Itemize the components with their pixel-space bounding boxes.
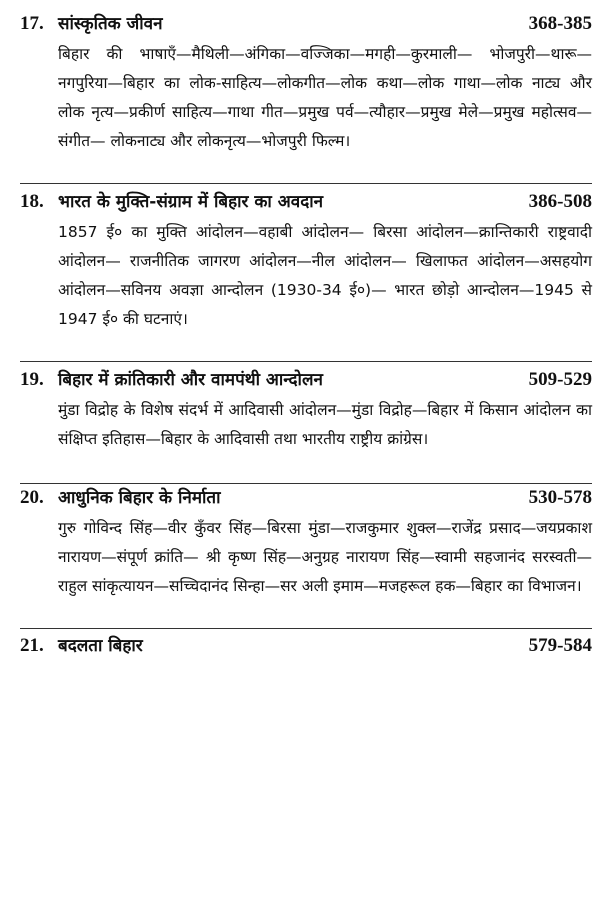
toc-entry-18 bbox=[20, 189, 592, 354]
entry-number: 19. bbox=[20, 369, 44, 390]
entry-page-range: 579-584 bbox=[528, 635, 592, 656]
entry-page-range: 509-529 bbox=[528, 369, 592, 390]
entry-number: 21. bbox=[20, 635, 44, 656]
section-divider bbox=[20, 628, 592, 629]
entry-title: सांस्कृतिक जीवन bbox=[58, 14, 163, 34]
entry-number: 20. bbox=[20, 487, 44, 508]
toc-entry-20 bbox=[20, 485, 592, 625]
section-divider bbox=[20, 183, 592, 184]
entry-title: आधुनिक बिहार के निर्माता bbox=[58, 488, 221, 508]
entry-description: गुरु गोविन्द सिंह—वीर कुँवर सिंह—बिरसा मुंडा—राजकुमार शुक्ल—राजेंद्र प्रसाद—जयप्रकाश नारायण—संपूर्ण क्रांति— श्री कृष्ण सिंह—अनुग्रह नारायण सिंह—स्वामी सहजानंद सरस्वती—राहुल सांकृत्यायन—सच्चिदानंद सिन्हा—सर अली इमाम—मजहरूल हक—बिहार का विभाजन। bbox=[58, 519, 592, 595]
entry-description: 1857 ई० का मुक्ति आंदोलन—वहाबी आंदोलन— बिरसा आंदोलन—क्रान्तिकारी राष्ट्रवादी आंदोलन— राजनीतिक जागरण आंदोलन—नील आंदोलन— खिलाफत आंदोलन—असहयोग आंदोलन—सविनय अवज्ञा आन्दोलन (1930-34 ई०)— भारत छोड़ो आन्दोलन—1945 से 1947 ई० की घटनाएं। bbox=[58, 223, 592, 328]
toc-entry-17 bbox=[20, 11, 592, 176]
entry-page-range: 386-508 bbox=[528, 191, 592, 212]
entry-page-range: 530-578 bbox=[528, 487, 592, 508]
entry-page-range: 368-385 bbox=[528, 13, 592, 34]
entry-title: बिहार में क्रांतिकारी और वामपंथी आन्दोलन bbox=[58, 370, 323, 390]
section-divider bbox=[20, 483, 592, 484]
toc-entry-19 bbox=[20, 367, 592, 477]
section-divider bbox=[20, 361, 592, 362]
toc-entry-21 bbox=[20, 633, 592, 663]
entry-number: 18. bbox=[20, 191, 44, 212]
entry-title: बदलता बिहार bbox=[58, 636, 143, 656]
entry-number: 17. bbox=[20, 13, 44, 34]
entry-description: मुंडा विद्रोह के विशेष संदर्भ में आदिवासी आंदोलन—मुंडा विद्रोह—बिहार में किसान आंदोलन का संक्षिप्त इतिहास—बिहार के आदिवासी तथा भारतीय राष्ट्रीय क्रांग्रेस। bbox=[58, 401, 592, 448]
entry-description: बिहार की भाषाएँ—मैथिली—अंगिका—वज्जिका—मगही—कुरमाली— भोजपुरी—थारू—नगपुरिया—बिहार का लोक-साहित्य—लोकगीत—लोक कथा—लोक गाथा—लोक नाट्य और लोक नृत्य—प्रकीर्ण साहित्य—गाथा गीत—प्रमुख पर्व—त्यौहार—प्रमुख मेले—प्रमुख महोत्सव—संगीत— लोकनाट्य और लोकनृत्य—भोजपुरी फिल्म। bbox=[58, 45, 592, 150]
entry-title: भारत के मुक्ति-संग्राम में बिहार का अवदान bbox=[58, 192, 324, 212]
